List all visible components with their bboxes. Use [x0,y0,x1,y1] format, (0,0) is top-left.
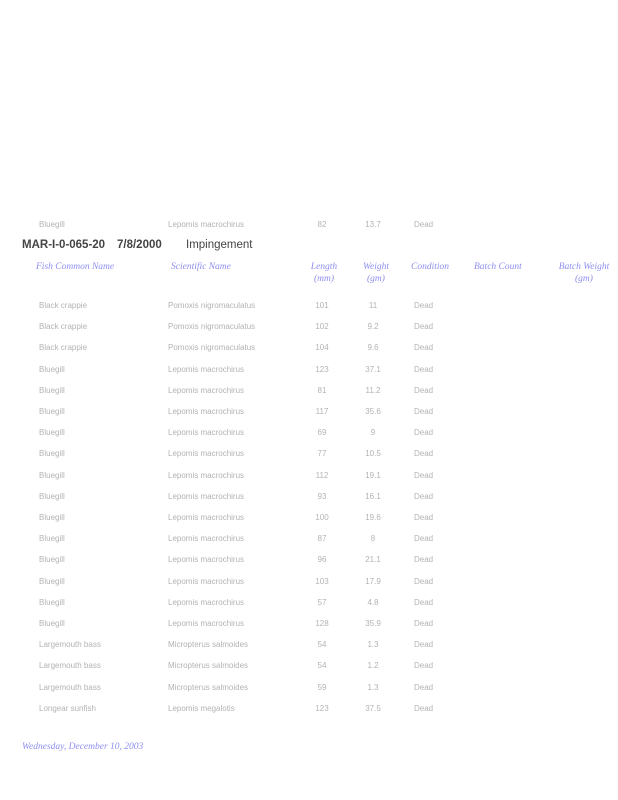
scientific-name: Lepomis megalotis [168,704,235,713]
weight-value: 19.6 [365,513,381,522]
fish-common-name: Largemouth bass [39,640,101,649]
condition-value: Dead [414,513,434,522]
fish-common-name: Bluegill [39,555,65,564]
condition-value: Dead [414,365,434,374]
weight-value: 11.2 [365,386,381,395]
condition-value: Dead [414,683,434,692]
length-value: 82 [317,220,327,229]
fish-common-name: Bluegill [39,386,65,395]
fish-common-name: Bluegill [39,407,65,416]
weight-value: 21.1 [365,555,381,564]
length-value: 123 [315,365,329,374]
condition-value: Dead [414,704,434,713]
header-weight-label: Weight [362,262,390,272]
condition-value: Dead [414,220,434,229]
scientific-name: Lepomis macrochirus [168,577,245,586]
length-value: 112 [315,471,329,480]
sample-date: 7/8/2000 [117,239,162,251]
header-batch-weight-label: Batch Weight [558,262,610,272]
scientific-name: Pomoxis nigromaculatus [168,343,256,352]
weight-value: 17.9 [365,577,381,586]
fish-common-name: Black crappie [39,322,88,331]
condition-value: Dead [414,471,434,480]
condition-value: Dead [414,301,434,310]
scientific-name: Lepomis macrochirus [168,555,245,564]
scientific-name: Lepomis macrochirus [168,407,245,416]
fish-common-name: Bluegill [39,428,65,437]
header-batch-count: Batch Count [474,262,522,272]
header-scientific-name: Scientific Name [171,262,231,272]
length-value: 54 [317,640,327,649]
length-value: 103 [315,577,329,586]
length-value: 102 [315,322,329,331]
condition-value: Dead [414,386,434,395]
header-length-label: Length [310,262,338,272]
scientific-name: Micropterus salmoides [168,661,249,670]
weight-value: 1.2 [367,661,379,670]
length-value: 101 [315,301,329,310]
scientific-name: Pomoxis nigromaculatus [168,301,256,310]
scientific-name: Lepomis macrochirus [168,471,245,480]
weight-value: 1.3 [367,640,379,649]
length-value: 123 [315,704,329,713]
header-condition: Condition [411,262,450,272]
weight-value: 9.2 [367,322,379,331]
condition-value: Dead [414,343,434,352]
header-batch-weight-unit: (gm) [575,274,593,284]
condition-value: Dead [414,492,434,501]
scientific-name: Pomoxis nigromaculatus [168,322,256,331]
fish-common-name: Largemouth bass [39,661,101,670]
weight-value: 37.1 [365,365,381,374]
scientific-name: Micropterus salmoides [168,683,249,692]
scientific-name: Lepomis macrochirus [168,492,245,501]
condition-value: Dead [414,619,434,628]
weight-value: 10.5 [365,449,381,458]
weight-value: 35.9 [365,619,381,628]
condition-value: Dead [414,555,434,564]
fish-common-name: Bluegill [39,471,65,480]
weight-value: 13.7 [365,220,381,229]
scientific-name: Lepomis macrochirus [168,513,245,522]
length-value: 87 [317,534,327,543]
length-value: 117 [315,407,329,416]
fish-common-name: Bluegill [39,534,65,543]
weight-value: 16.1 [365,492,381,501]
weight-value: 9.6 [367,343,379,352]
length-value: 96 [317,555,327,564]
length-value: 77 [317,449,327,458]
weight-value: 9 [370,428,376,437]
condition-value: Dead [414,640,434,649]
header-common-name: Fish Common Name [36,262,115,272]
scientific-name: Lepomis macrochirus [168,428,245,437]
condition-value: Dead [414,449,434,458]
length-value: 128 [315,619,329,628]
condition-value: Dead [414,598,434,607]
fish-common-name: Bluegill [39,513,65,522]
fish-common-name: Black crappie [39,343,88,352]
sample-id: MAR-I-0-065-20 [22,239,106,251]
weight-value: 35.6 [365,407,381,416]
fish-common-name: Bluegill [39,449,65,458]
fish-common-name: Bluegill [39,598,65,607]
header-length [302,261,346,285]
fish-common-name: Black crappie [39,301,88,310]
fish-common-name: Bluegill [39,365,65,374]
length-value: 81 [317,386,327,395]
weight-value: 1.3 [367,683,379,692]
weight-value: 37.5 [365,704,381,713]
length-value: 100 [315,513,329,522]
fish-common-name: Largemouth bass [39,683,101,692]
condition-value: Dead [414,577,434,586]
scientific-name: Lepomis macrochirus [168,449,245,458]
scientific-name: Lepomis macrochirus [168,220,245,229]
fish-common-name: Bluegill [39,220,65,229]
weight-value: 11 [368,301,378,310]
fish-common-name: Longear sunfish [39,704,96,713]
weight-value: 4.8 [367,598,379,607]
header-length-unit: (mm) [313,274,335,284]
length-value: 69 [317,428,327,437]
header-batch-weight [550,261,618,285]
length-value: 104 [315,343,329,352]
header-weight-unit: (gm) [367,274,385,284]
length-value: 59 [317,683,327,692]
scientific-name: Lepomis macrochirus [168,598,245,607]
length-value: 57 [317,598,327,607]
scientific-name: Lepomis macrochirus [168,365,245,374]
scientific-name: Lepomis macrochirus [168,534,245,543]
length-value: 54 [317,661,327,670]
condition-value: Dead [414,322,434,331]
weight-value: 8 [370,534,376,543]
condition-value: Dead [414,407,434,416]
condition-value: Dead [414,661,434,670]
fish-common-name: Bluegill [39,577,65,586]
scientific-name: Lepomis macrochirus [168,619,245,628]
header-weight [354,261,398,285]
scientific-name: Micropterus salmoides [168,640,249,649]
weight-value: 19.1 [365,471,381,480]
length-value: 93 [317,492,327,501]
fish-common-name: Bluegill [39,619,65,628]
scientific-name: Lepomis macrochirus [168,386,245,395]
condition-value: Dead [414,534,434,543]
print-date: Wednesday, December 10, 2003 [22,742,144,752]
fish-common-name: Bluegill [39,492,65,501]
condition-value: Dead [414,428,434,437]
sample-type: Impingement [186,239,253,251]
